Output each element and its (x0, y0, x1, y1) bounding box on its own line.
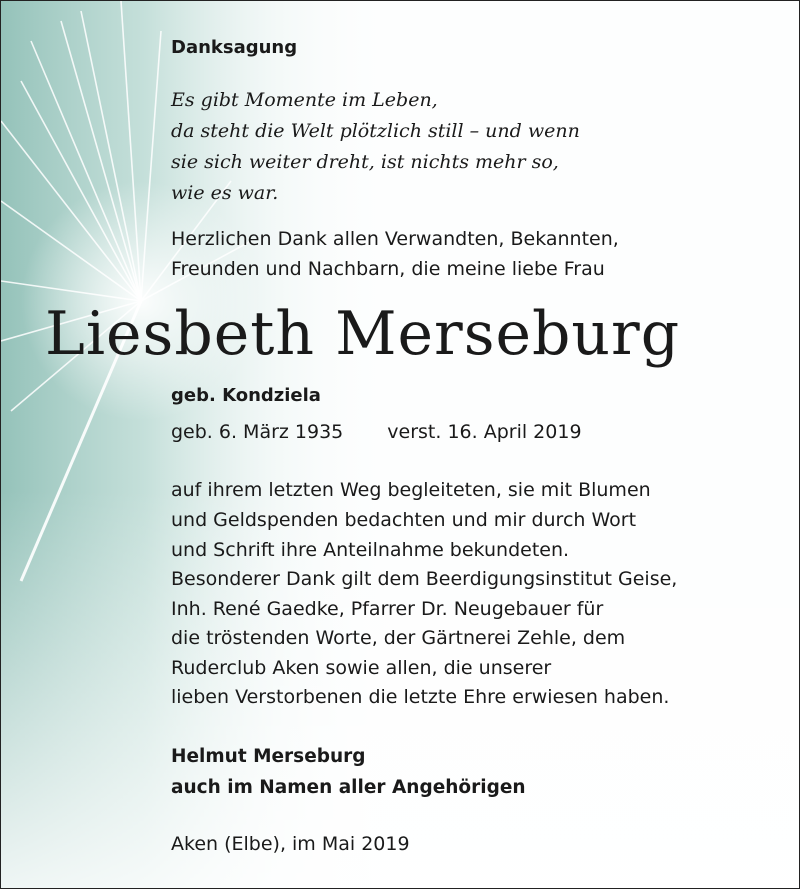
life-dates (171, 421, 582, 443)
signature-note: auch im Namen aller Angehörigen (171, 777, 526, 798)
died-date: verst. 16. April 2019 (387, 421, 582, 443)
obituary-content (1, 1, 800, 889)
body-line: Besonderer Dank gilt dem Beerdigungsinstitut Geise, (171, 568, 678, 590)
signature-name: Helmut Merseburg (171, 746, 366, 767)
birth-name: geb. Kondziela (171, 385, 321, 406)
quote-line: Es gibt Momente im Leben, (171, 89, 438, 111)
body-line: lieben Verstorbenen die letzte Ehre erwiesen haben. (171, 686, 670, 708)
body-line: und Schrift ihre Anteilnahme bekundeten. (171, 539, 570, 561)
body-line: Inh. René Gaedke, Pfarrer Dr. Neugebauer für (171, 598, 604, 620)
intro-line: Freunden und Nachbarn, die meine liebe Frau (171, 258, 605, 280)
body-line: Ruderclub Aken sowie allen, die unserer (171, 657, 552, 679)
deceased-name: Liesbeth Merseburg (45, 299, 681, 369)
quote-line: sie sich weiter dreht, ist nichts mehr so, (171, 151, 559, 173)
body-line: und Geldspenden bedachten und mir durch Wort (171, 509, 637, 531)
body-line: die tröstenden Worte, der Gärtnerei Zehle, dem (171, 627, 626, 649)
heading: Danksagung (171, 37, 298, 58)
intro-line: Herzlichen Dank allen Verwandten, Bekannten, (171, 228, 619, 250)
born-date: geb. 6. März 1935 (171, 421, 344, 443)
place-date: Aken (Elbe), im Mai 2019 (171, 833, 410, 855)
quote-line: da steht die Welt plötzlich still – und wenn (171, 120, 580, 142)
quote-line: wie es war. (171, 182, 279, 204)
body-line: auf ihrem letzten Weg begleiteten, sie mit Blumen (171, 479, 651, 501)
